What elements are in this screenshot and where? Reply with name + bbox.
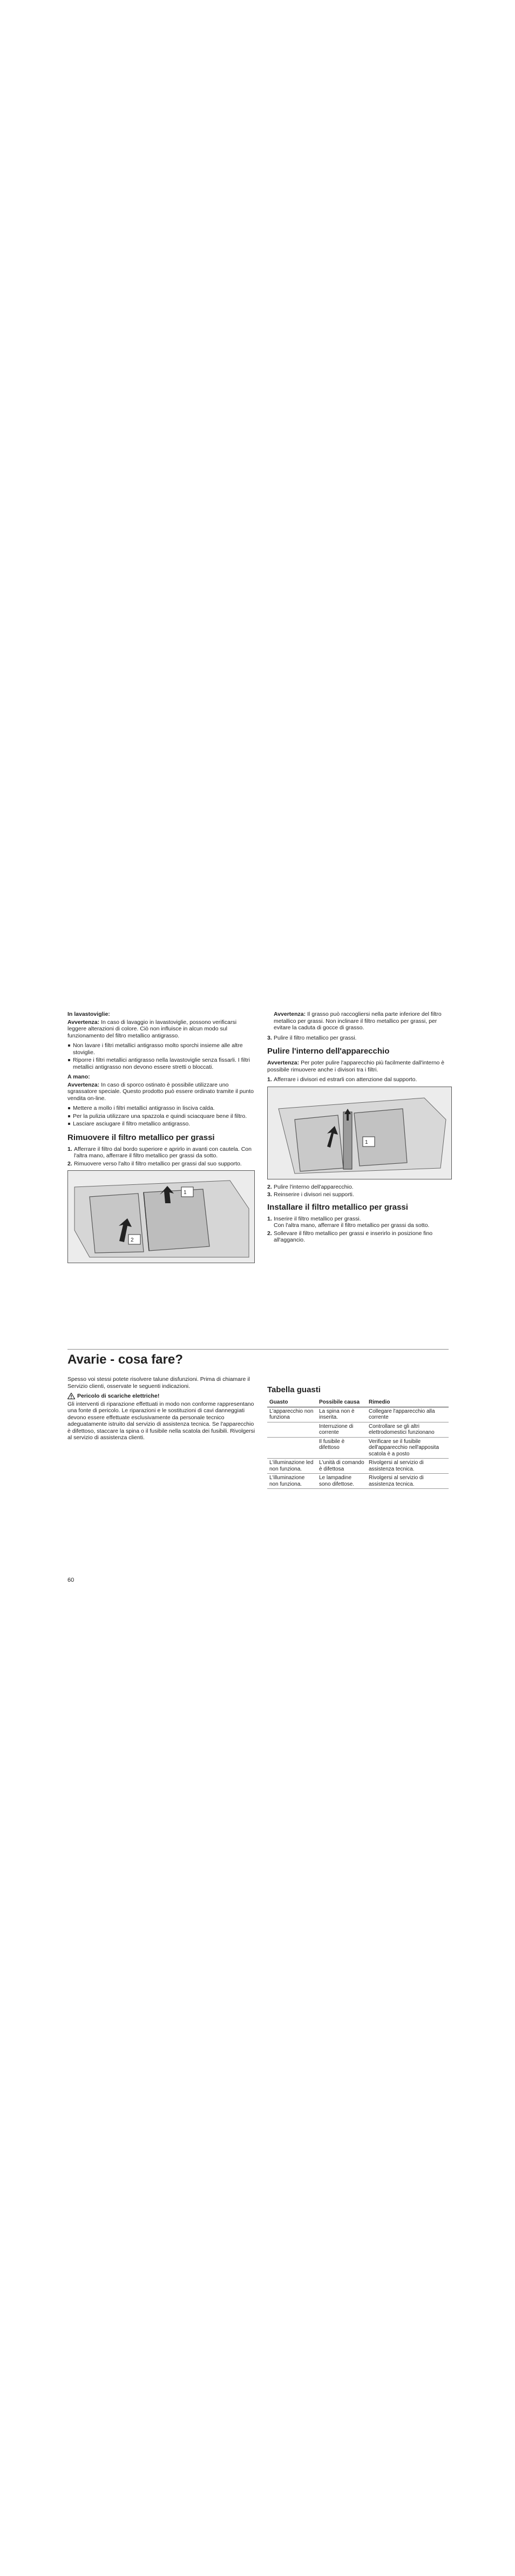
- svg-text:1: 1: [365, 1139, 368, 1145]
- remove-filter-heading: Rimuovere il filtro metallico per grassi: [67, 1132, 215, 1142]
- hand-note: Avvertenza: In caso di sporco ostinato è possibile utilizzare uno sgrassatore speciale. Questo prodotto può essere ordinato tramite il punto vendita on-line.: [67, 1081, 254, 1102]
- list-item: Lasciare asciugare il filtro metallico antigrasso.: [67, 1121, 256, 1128]
- table-cell: Verificare se il fusibile dell'apparecchio nell'apposita scatola è a posto: [367, 1437, 449, 1459]
- table-row: [267, 1459, 449, 1474]
- list-item: 3. Reinserire i divisori nei supporti.: [267, 1191, 354, 1198]
- table-row: [267, 1474, 449, 1489]
- divider-removal-illustration: [267, 1087, 452, 1179]
- grease-warning: Avvertenza: Il grasso può raccogliersi nella parte inferiore del filtro metallico per grassi. Non inclinare il filtro metallico per grassi, per evitare la caduta di gocce di grasso.: [274, 1011, 442, 1031]
- list-item: Riporre i filtri metallici antigrasso nella lavastoviglie senza fissarli. I filtri metallici antigrasso non devono essere stretti o bloccati.: [67, 1057, 256, 1070]
- list-item: 2. Sollevare il filtro metallico per grassi e inserirlo in posizione fino all'aggancio.: [267, 1230, 433, 1243]
- table-header-row: [267, 1398, 449, 1407]
- table-row: [267, 1437, 449, 1459]
- column-header: Rimedio: [367, 1398, 449, 1407]
- table-cell: Il fusibile è difettoso: [317, 1437, 367, 1459]
- clean-interior-heading: Pulire l'interno dell'apparecchio: [267, 1047, 390, 1056]
- list-item: 2. Pulire l'interno dell'apparecchio.: [267, 1183, 354, 1190]
- list-item: Mettere a mollo i filtri metallici antigrasso in lisciva calda.: [67, 1105, 256, 1112]
- install-filter-heading: Installare il filtro metallico per grassi: [267, 1202, 408, 1212]
- list-item: 1. Afferrare il filtro dal bordo superiore e aprirlo in avanti con cautela. Con l'altra mano, afferrare il filtro metallico per grassi da sotto.: [67, 1145, 252, 1159]
- list-item: 1. Inserire il filtro metallico per grassi. Con l'altra mano, afferrare il filtro metallico per grassi da sotto.: [267, 1215, 430, 1229]
- table-row: [267, 1407, 449, 1422]
- dishwasher-note: Avvertenza: In caso di lavaggio in lavastoviglie, possono verificarsi leggere alterazioni di colore. Ciò non influisce in alcun modo sul funzionamento del filtro metallico antigrasso.: [67, 1019, 237, 1039]
- page-number: 60: [67, 1577, 74, 1583]
- left-column: [67, 1011, 256, 1263]
- clean-interior-steps-2-3: [267, 1184, 449, 1198]
- clean-interior-note: Avvertenza: Per poter pulire l'apparecchio più facilmente dall'interno è possibile rimuovere anche i divisori tra i filtri.: [267, 1060, 445, 1073]
- table-row: [267, 1422, 449, 1437]
- table-cell: L'unità di comando è difettosa: [317, 1459, 367, 1474]
- fault-table-section: [267, 1385, 449, 1489]
- list-item: 2. Rimuovere verso l'alto il filtro metallico per grassi dal suo supporto.: [67, 1160, 242, 1167]
- table-cell: L'illuminazione non funziona.: [267, 1474, 317, 1489]
- table-cell: [267, 1437, 317, 1459]
- dishwasher-heading: In lavastoviglie:: [67, 1011, 110, 1017]
- install-step-1-sub: Con l'altra mano, afferrare il filtro metallico per grassi da sotto.: [274, 1222, 430, 1229]
- troubleshooting-intro: Spesso voi stessi potete risolvere talune disfunzioni. Prima di chiamare il Servizio clienti, osservate le seguenti indicazioni.: [67, 1376, 250, 1390]
- table-cell: Controllare se gli altri elettrodomestici funzionano: [367, 1422, 449, 1437]
- remove-filter-illustration: [67, 1170, 255, 1263]
- dishwasher-bullet-list: [67, 1042, 256, 1070]
- table-cell: Interruzione di corrente: [317, 1422, 367, 1437]
- install-filter-steps: [267, 1216, 449, 1244]
- fault-table: [267, 1398, 449, 1489]
- table-cell: L'apparecchio non funziona: [267, 1407, 317, 1422]
- troubleshooting-title: Avarie - cosa fare?: [67, 1352, 183, 1367]
- list-item: 3. Pulire il filtro metallico per grassi.: [267, 1034, 357, 1041]
- table-cell: [267, 1422, 317, 1437]
- svg-text:1: 1: [184, 1190, 187, 1196]
- clean-filter-step: [267, 1035, 449, 1042]
- column-header: Possibile causa: [317, 1398, 367, 1407]
- hood-filter-drawing: [68, 1171, 254, 1263]
- table-cell: Le lampadine sono difettose.: [317, 1474, 367, 1489]
- column-header: Guasto: [267, 1398, 317, 1407]
- troubleshooting-text: [67, 1376, 256, 1445]
- list-item: Per la pulizia utilizzare una spazzola e quindi sciacquare bene il filtro.: [67, 1113, 256, 1120]
- hand-heading: A mano:: [67, 1074, 90, 1080]
- hand-bullet-list: [67, 1105, 256, 1128]
- list-item: Non lavare i filtri metallici antigrasso molto sporchi insieme alle altre stoviglie.: [67, 1042, 256, 1056]
- table-cell: L'illuminazione led non funziona.: [267, 1459, 317, 1474]
- warning-triangle-icon: [67, 1393, 75, 1399]
- table-cell: Rivolgersi al servizio di assistenza tecnica.: [367, 1459, 449, 1474]
- danger-text: Gli interventi di riparazione effettuati in modo non conforme rappresentano una fonte di pericolo. Le riparazioni e le sostituzioni di cavi danneggiati devono essere effettuate esclusivamente da personale tecnico adeguatamente istruito dal servizio di assistenza tecnica. Se l'apparecchio è difettoso, staccare la spina o il fusibile nella scatola dei fusibili. Rivolgersi al servizio di assistenza clienti.: [67, 1400, 255, 1441]
- danger-heading: Pericolo di scariche elettriche!: [67, 1393, 256, 1400]
- table-cell: Collegare l'apparecchio alla corrente: [367, 1407, 449, 1422]
- hood-divider-drawing: [268, 1087, 451, 1179]
- table-cell: La spina non è inserita.: [317, 1407, 367, 1422]
- clean-interior-step-1: [267, 1076, 449, 1083]
- table-cell: Rivolgersi al servizio di assistenza tecnica.: [367, 1474, 449, 1489]
- list-item: 1. Afferrare i divisori ed estrarli con attenzione dal supporto.: [267, 1076, 417, 1083]
- remove-filter-steps: [67, 1146, 256, 1168]
- fault-table-heading: Tabella guasti: [267, 1385, 321, 1394]
- right-column: [267, 1011, 449, 1247]
- svg-text:2: 2: [131, 1237, 134, 1243]
- section-divider: [67, 1349, 449, 1350]
